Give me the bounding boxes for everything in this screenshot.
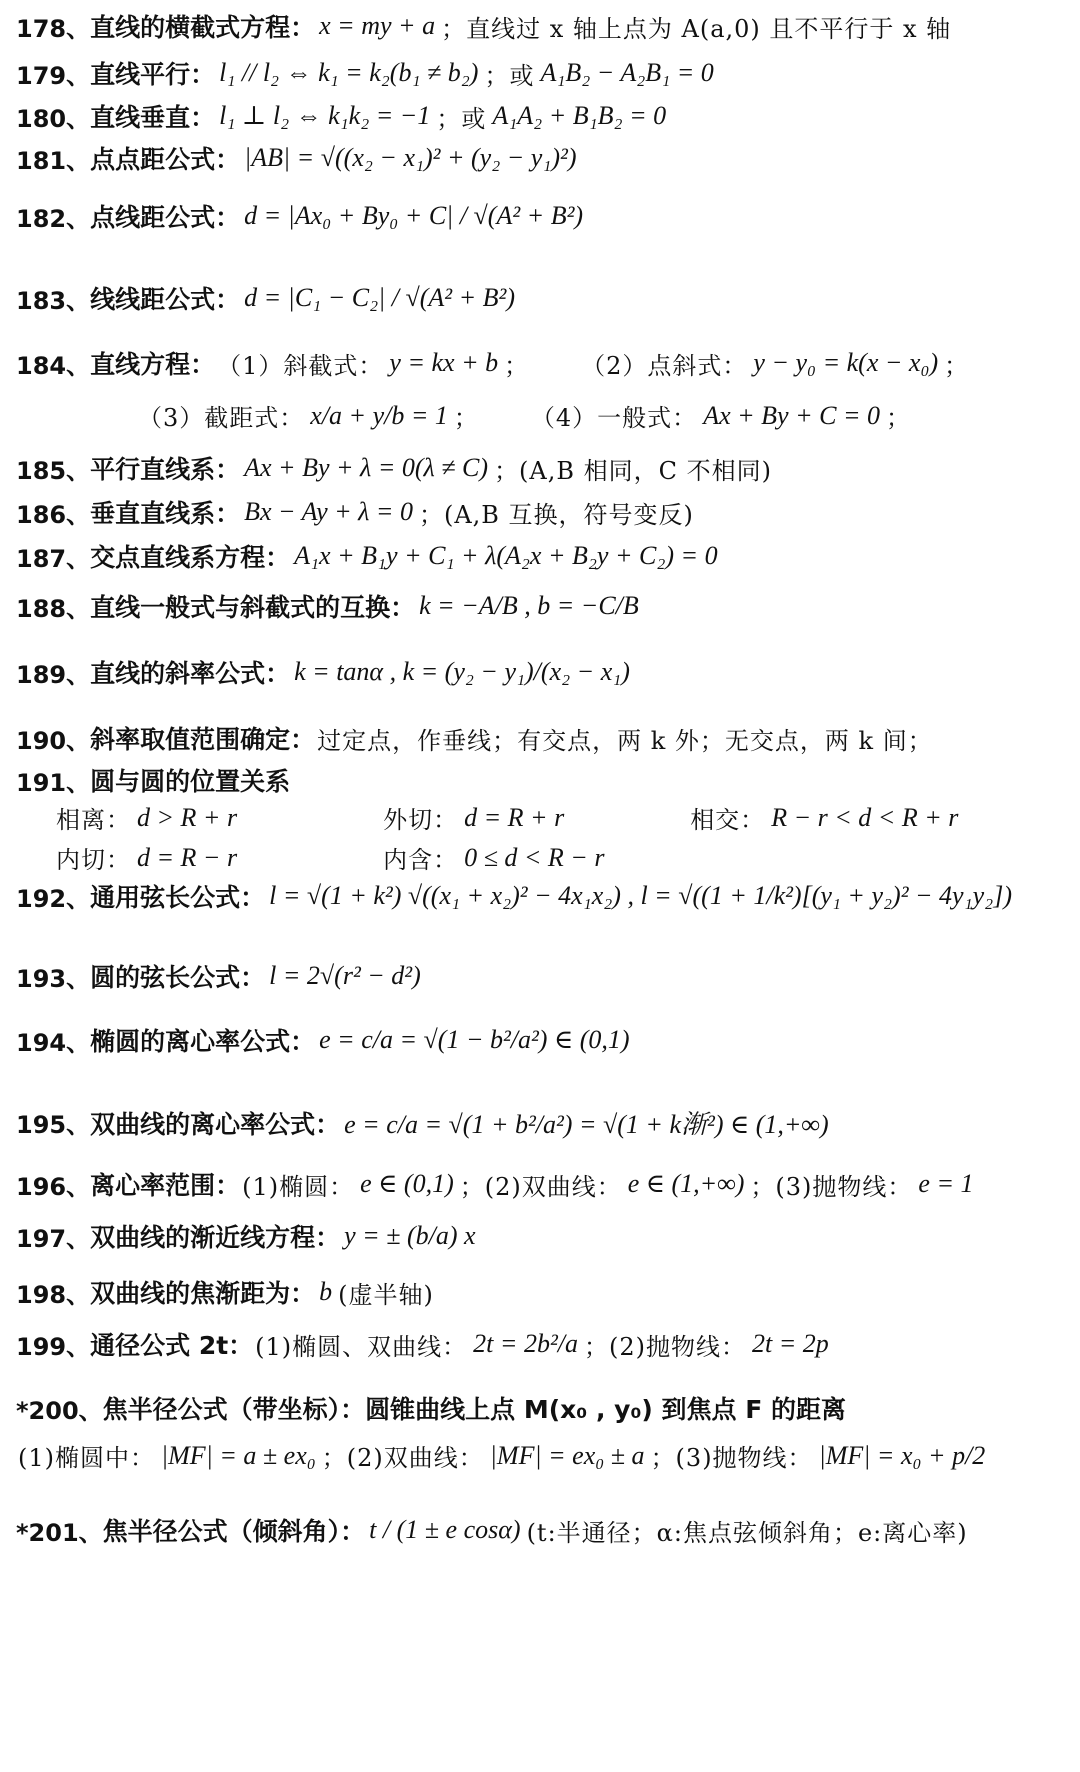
formula-text: ；(2)双曲线： <box>459 1172 622 1201</box>
formula-text: (虚半轴) <box>338 1280 434 1309</box>
formula-number: 182、 <box>16 204 91 233</box>
formula-number: 192、 <box>16 884 91 913</box>
formula-title: 线线距公式： <box>90 285 241 314</box>
formula-number: 179、 <box>16 61 91 90</box>
formula-expression: e = c/a = √(1 + b²/a²) = √(1 + k渐²) ∈ (1,+∞) <box>344 1110 829 1139</box>
formula-number: 190、 <box>16 726 91 755</box>
formula-expression: 0 ≤ d < R − r <box>464 842 605 872</box>
formula-number: 189、 <box>16 660 91 689</box>
formula-text: ；(A,B 互换，符号变反) <box>418 500 694 529</box>
formula-expression: d = |C₁ − C₂| / √(A² + B²) <box>244 283 515 312</box>
formula-row-20 <box>16 1104 1072 1141</box>
formula-row-14 <box>16 762 1072 798</box>
formula-expression: y − y₀ = k(x − x₀) <box>753 348 939 377</box>
formula-row-12 <box>16 654 1072 690</box>
formula-number: 195、 <box>16 1111 91 1139</box>
formula-expression: l = √(1 + k²) √((x₁ + x₂)² − 4x₁x₂) , l = √((1 + 1/k²)[(y₁ + y₂)² − 4y₁y₂]) <box>269 881 1012 910</box>
formula-title: 直线方程： <box>90 350 216 379</box>
formula-expression: |MF| = ex₀ ± a <box>489 1440 645 1470</box>
formula-row-22 <box>16 1218 1072 1254</box>
formula-number: 178、 <box>16 14 91 43</box>
formula-number: 187、 <box>16 544 91 573</box>
formula-text: （1）斜截式： <box>217 351 384 380</box>
formula-number: 191、 <box>16 768 91 797</box>
formula-title: 焦半径公式（带坐标）：圆锥曲线上点 M(x₀ , y₀) 到焦点 F 的距离 <box>102 1395 847 1424</box>
formula-row-18 <box>16 958 1072 994</box>
formula-row-26 <box>16 1438 1072 1473</box>
formula-text: ； <box>886 404 912 432</box>
formula-row-27 <box>16 1512 1072 1548</box>
formula-number: 181、 <box>16 146 91 175</box>
formula-title: 双曲线的离心率公式： <box>90 1109 341 1139</box>
formula-text: ； <box>453 404 479 432</box>
formula-title: 垂直直线系： <box>90 499 241 528</box>
formula-expression: e ∈ (0,1) <box>360 1169 454 1198</box>
formula-number: 197、 <box>16 1224 91 1253</box>
formula-expression: |MF| = a ± ex₀ <box>161 1440 316 1470</box>
formula-expression: A₁B₂ − A₂B₁ = 0 <box>540 58 714 87</box>
formula-number: 186、 <box>16 500 91 529</box>
formula-expression: |MF| = x₀ + p/2 <box>818 1440 986 1470</box>
formula-text: ；或 <box>484 61 535 90</box>
formula-expression: k = tanα , k = (y₂ − y₁)/(x₂ − x₁) <box>294 657 630 686</box>
formula-expression: l₁ // l₂ ⇔ k₁ = k₂(b₁ ≠ b₂) <box>219 58 479 87</box>
formula-title: 通用弦长公式： <box>90 883 266 912</box>
formula-row-1 <box>16 55 1072 91</box>
formula-title: 直线的斜率公式： <box>90 659 291 688</box>
formula-text: ；(2)双曲线： <box>321 1444 484 1472</box>
formula-number: 183、 <box>16 286 91 315</box>
formula-row-17 <box>16 878 1072 914</box>
formula-text: 外切： <box>383 806 459 834</box>
formula-title: 圆与圆的位置关系 <box>90 767 291 796</box>
formula-expression: A₁A₂ + B₁B₂ = 0 <box>492 101 667 130</box>
formula-number: 180、 <box>16 104 91 133</box>
formula-number: 193、 <box>16 964 91 993</box>
formula-text: ；或 <box>436 104 487 133</box>
formula-expression: d = R + r <box>464 802 565 832</box>
formula-number: 199、 <box>16 1332 91 1361</box>
formula-text: （4）一般式： <box>530 404 698 432</box>
formula-text: 内含： <box>383 846 459 874</box>
formula-expression: d = R − r <box>137 842 238 872</box>
formula-row-10 <box>16 538 1072 574</box>
formula-row-19 <box>16 1022 1072 1058</box>
formula-text: ；(A,B 相同，C 不相同) <box>494 456 773 485</box>
formula-title: 椭圆的离心率公式： <box>90 1027 316 1056</box>
formula-expression: 2t = 2p <box>751 1329 829 1358</box>
formula-text: (1)椭圆： <box>242 1172 355 1201</box>
formula-expression: d = |Ax₀ + By₀ + C| / √(A² + B²) <box>244 201 584 230</box>
formula-expression: 2t = 2b²/a <box>473 1329 578 1358</box>
formula-row-13 <box>16 720 1072 756</box>
formula-text: 相交： <box>690 806 766 834</box>
formula-title: 通径公式 2t： <box>90 1331 254 1360</box>
formula-title: 双曲线的焦渐距为： <box>90 1279 316 1308</box>
formula-expression: l₁ ⊥ l₂ ⇔ k₁k₂ = −1 <box>219 101 431 130</box>
formula-text: ；(3)抛物线： <box>650 1444 813 1472</box>
formula-row-15 <box>54 800 1072 835</box>
formula-number: *200、 <box>16 1396 103 1425</box>
formula-expression: e = 1 <box>918 1169 974 1198</box>
formula-text: (1)椭圆、双曲线： <box>255 1332 468 1361</box>
formula-text: ；(3)抛物线： <box>750 1172 913 1201</box>
formula-number: 196、 <box>16 1172 91 1201</box>
formula-title: 离心率范围： <box>90 1171 241 1200</box>
formula-text: ；(2)抛物线： <box>583 1332 746 1361</box>
formula-row-25 <box>16 1390 1072 1426</box>
formula-title: 直线平行： <box>90 60 216 89</box>
formula-row-9 <box>16 494 1072 530</box>
formula-title: 直线一般式与斜截式的互换： <box>90 593 416 622</box>
formula-title: 焦半径公式（倾斜角）： <box>102 1517 366 1546</box>
formula-title: 点点距公式： <box>90 145 241 174</box>
formula-expression: e ∈ (1,+∞) <box>627 1169 745 1198</box>
formula-row-16 <box>54 840 1072 875</box>
formula-text: ； <box>504 351 530 380</box>
formula-title: 直线的横截式方程： <box>90 13 316 42</box>
formula-text: (1)椭圆中： <box>18 1444 155 1472</box>
formula-expression: t / (1 ± e cosα) <box>369 1515 521 1544</box>
formula-expression: Ax + By + C = 0 <box>703 400 881 430</box>
formula-number: 188、 <box>16 594 91 623</box>
formula-number: *201、 <box>16 1518 103 1547</box>
formula-title: 圆的弦长公式： <box>90 963 266 992</box>
formula-row-6 <box>16 345 1072 381</box>
formula-text: (t:半通径；α:焦点弦倾斜角；e:离心率) <box>526 1518 968 1547</box>
formula-row-11 <box>16 588 1072 624</box>
formula-expression: d > R + r <box>137 802 238 832</box>
formula-expression: x = my + a <box>319 11 436 40</box>
formula-row-4 <box>16 198 1072 234</box>
formula-expression: b <box>319 1277 333 1306</box>
formula-expression: l = 2√(r² − d²) <box>269 961 421 990</box>
formula-row-21 <box>16 1166 1072 1202</box>
formula-expression: |AB| = √((x₂ − x₁)² + (y₂ − y₁)²) <box>244 143 577 172</box>
formula-title: 斜率取值范围确定： <box>90 725 316 754</box>
formula-text: 过定点，作垂线；有交点，两 k 外；无交点，两 k 间； <box>317 726 933 755</box>
formula-expression: e = c/a = √(1 − b²/a²) ∈ (0,1) <box>319 1025 630 1054</box>
formula-title: 交点直线系方程： <box>90 543 291 572</box>
formula-title: 平行直线系： <box>90 455 241 484</box>
formula-text: （3）截距式： <box>138 404 305 432</box>
formula-number: 194、 <box>16 1028 91 1057</box>
formula-title: 直线垂直： <box>90 103 216 132</box>
formula-text: 相离： <box>56 806 131 834</box>
formula-row-2 <box>16 98 1072 134</box>
formula-expression: y = ± (b/a) x <box>344 1221 476 1250</box>
formula-text: 内切： <box>56 846 131 874</box>
formula-number: 185、 <box>16 456 91 485</box>
formula-expression: Ax + By + λ = 0(λ ≠ C) <box>244 453 489 482</box>
formula-expression: y = kx + b <box>389 348 499 377</box>
formula-title: 双曲线的渐近线方程： <box>90 1223 341 1252</box>
formula-number: 198、 <box>16 1280 91 1309</box>
formula-expression: x/a + y/b = 1 <box>310 400 448 430</box>
formula-text: （2）点斜式： <box>581 351 748 380</box>
formula-row-24 <box>16 1326 1072 1362</box>
formula-row-23 <box>16 1274 1072 1310</box>
formula-expression: R − r < d < R + r <box>771 802 959 832</box>
formula-expression: Bx − Ay + λ = 0 <box>244 497 413 526</box>
formula-row-8 <box>16 450 1072 486</box>
formula-text: ； <box>944 351 970 380</box>
formula-row-7 <box>136 398 1072 433</box>
formula-number: 184、 <box>16 351 91 380</box>
formula-row-0 <box>16 8 1072 44</box>
formula-expression: k = −A/B , b = −C/B <box>419 591 639 620</box>
formula-expression: A₁x + B₁y + C₁ + λ(A₂x + B₂y + C₂) = 0 <box>294 541 718 570</box>
formula-row-3 <box>16 140 1072 176</box>
formula-row-5 <box>16 280 1072 316</box>
formula-text: ；直线过 x 轴上点为 A(a,0) 且不平行于 x 轴 <box>441 14 952 43</box>
formula-title: 点线距公式： <box>90 203 241 232</box>
